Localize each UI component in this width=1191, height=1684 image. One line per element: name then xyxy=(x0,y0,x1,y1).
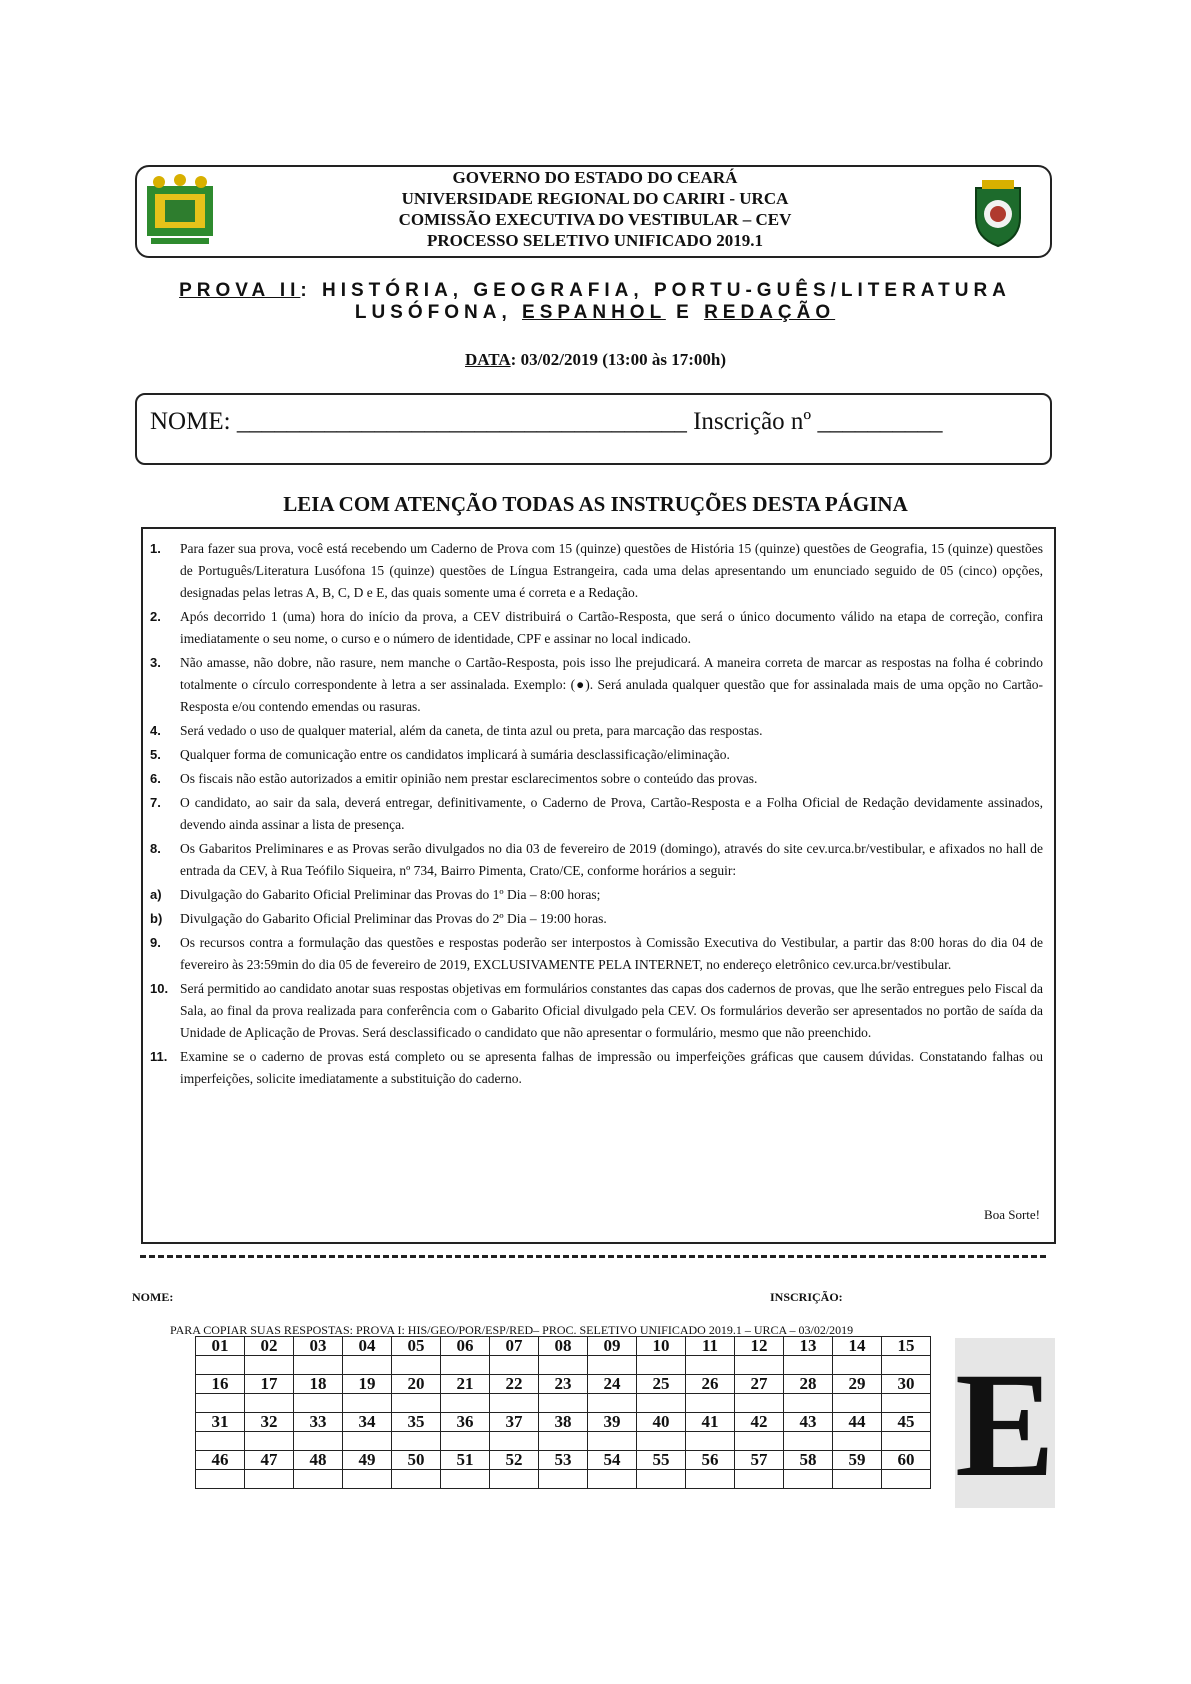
question-number-cell: 10 xyxy=(637,1337,686,1356)
item-number: 10. xyxy=(150,981,169,996)
question-number-cell: 59 xyxy=(833,1451,882,1470)
answer-cell[interactable] xyxy=(343,1432,392,1451)
item-number: 11. xyxy=(150,1049,168,1064)
list-item xyxy=(150,932,1043,976)
header-line: GOVERNO DO ESTADO DO CEARÁ xyxy=(452,168,738,187)
subjects-text: : HISTÓRIA, GEOGRAFIA, PORTU-GUÊS/LITERATURA LUSÓFONA, xyxy=(300,280,1011,323)
question-number-cell: 53 xyxy=(539,1451,588,1470)
date-label: DATA xyxy=(465,350,511,369)
question-number-cell: 31 xyxy=(196,1413,245,1432)
exam-title xyxy=(140,280,1050,324)
espanhol-text: ESPANHOL xyxy=(522,302,666,323)
answer-cell[interactable] xyxy=(539,1470,588,1489)
item-number: 2. xyxy=(150,609,161,624)
question-number-cell: 24 xyxy=(588,1375,637,1394)
answer-cell[interactable] xyxy=(686,1356,735,1375)
inscricao-label: Inscrição nº xyxy=(686,408,818,435)
question-number-cell: 06 xyxy=(441,1337,490,1356)
item-number: 9. xyxy=(150,935,161,950)
name-field[interactable]: ____________________________________ xyxy=(236,408,687,435)
question-number-cell: 41 xyxy=(686,1413,735,1432)
and-text: E xyxy=(665,302,705,323)
answer-cell[interactable] xyxy=(882,1470,931,1489)
prova-label: PROVA II xyxy=(179,280,301,301)
grid-answer-row xyxy=(196,1394,931,1413)
item-text: Será permitido ao candidato anotar suas respostas objetivas em formulários constantes das capas dos cadernos de provas, que lhe serão entregues pelo Fiscal da Sala, ao final da prova realizada para conferência com o Gabarito Oficial divulgado pela CEV. Os formulários deverão ser apresentados no portão de saída da Unidade de Aplicação de Provas. Será desclassificado o candidato que não apresentar o formulário, mesmo que não preenchido. xyxy=(180,981,1043,1040)
answer-cell[interactable] xyxy=(735,1356,784,1375)
list-item xyxy=(150,538,1043,604)
answer-cell[interactable] xyxy=(539,1432,588,1451)
answer-cell[interactable] xyxy=(392,1356,441,1375)
question-number-cell: 55 xyxy=(637,1451,686,1470)
item-text: Divulgação do Gabarito Oficial Preliminar das Provas do 2º Dia – 19:00 horas. xyxy=(180,911,607,926)
question-number-cell: 45 xyxy=(882,1413,931,1432)
answer-cell[interactable] xyxy=(245,1432,294,1451)
exam-date xyxy=(0,350,1191,370)
question-number-cell: 01 xyxy=(196,1337,245,1356)
question-number-cell: 07 xyxy=(490,1337,539,1356)
question-number-cell: 49 xyxy=(343,1451,392,1470)
question-number-cell: 57 xyxy=(735,1451,784,1470)
answer-cell[interactable] xyxy=(343,1356,392,1375)
item-number: 3. xyxy=(150,655,161,670)
item-text: O candidato, ao sair da sala, deverá entregar, definitivamente, o Caderno de Prova, Cartão-Resposta e a Folha Oficial de Redação devidamente assinados, devendo ainda assinar a lista de presença. xyxy=(180,795,1043,832)
list-item xyxy=(150,884,1043,906)
answer-cell[interactable] xyxy=(686,1394,735,1413)
grid-number-row xyxy=(196,1413,931,1432)
question-number-cell: 42 xyxy=(735,1413,784,1432)
answer-cell[interactable] xyxy=(196,1394,245,1413)
question-number-cell: 03 xyxy=(294,1337,343,1356)
question-number-cell: 05 xyxy=(392,1337,441,1356)
answer-cell[interactable] xyxy=(784,1432,833,1451)
question-number-cell: 32 xyxy=(245,1413,294,1432)
answer-cell[interactable] xyxy=(245,1470,294,1489)
answer-cell[interactable] xyxy=(784,1356,833,1375)
question-number-cell: 18 xyxy=(294,1375,343,1394)
answer-cell[interactable] xyxy=(490,1432,539,1451)
question-number-cell: 51 xyxy=(441,1451,490,1470)
answer-cell[interactable] xyxy=(588,1470,637,1489)
question-number-cell: 58 xyxy=(784,1451,833,1470)
inscricao-field[interactable]: __________ xyxy=(817,408,943,435)
answer-cell[interactable] xyxy=(294,1356,343,1375)
question-number-cell: 19 xyxy=(343,1375,392,1394)
header-line: COMISSÃO EXECUTIVA DO VESTIBULAR – CEV xyxy=(398,210,792,229)
item-text: Para fazer sua prova, você está recebendo um Caderno de Prova com 15 (quinze) questões de História 15 (quinze) questões de Geografia, 15 (quinze) questões de Português/Literatura Lusófona 15 (quinze) questões de Língua Estrangeira, cada uma delas apresentando um enunciado seguido de 05 (cinco) opções, designadas pelas letras A, B, C, D e E, das quais somente uma é correta e a Redação. xyxy=(180,541,1043,600)
answer-cell[interactable] xyxy=(196,1356,245,1375)
question-number-cell: 21 xyxy=(441,1375,490,1394)
answer-cell[interactable] xyxy=(441,1470,490,1489)
answer-cell[interactable] xyxy=(833,1470,882,1489)
list-item xyxy=(150,792,1043,836)
list-item xyxy=(150,744,1043,766)
list-item xyxy=(150,652,1043,718)
list-item xyxy=(150,606,1043,650)
item-number: 7. xyxy=(150,795,161,810)
ceara-coat-of-arms-icon xyxy=(968,178,1028,248)
question-number-cell: 16 xyxy=(196,1375,245,1394)
question-number-cell: 44 xyxy=(833,1413,882,1432)
question-number-cell: 37 xyxy=(490,1413,539,1432)
question-number-cell: 12 xyxy=(735,1337,784,1356)
grid-number-row xyxy=(196,1451,931,1470)
version-letter: E xyxy=(955,1342,1056,1508)
item-number: a) xyxy=(150,887,162,902)
grid-number-row xyxy=(196,1375,931,1394)
answer-cell[interactable] xyxy=(196,1432,245,1451)
answer-cell[interactable] xyxy=(490,1356,539,1375)
question-number-cell: 28 xyxy=(784,1375,833,1394)
answer-cell[interactable] xyxy=(441,1394,490,1413)
good-luck-text: Boa Sorte! xyxy=(984,1207,1040,1222)
copy-answers-title: PARA COPIAR SUAS RESPOSTAS: PROVA I: HIS/GEO/POR/ESP/RED– PROC. SELETIVO UNIFICADO 2019.1 – URCA – 03/02/2019 xyxy=(170,1323,854,1337)
question-number-cell: 14 xyxy=(833,1337,882,1356)
question-number-cell: 25 xyxy=(637,1375,686,1394)
question-number-cell: 33 xyxy=(294,1413,343,1432)
question-number-cell: 27 xyxy=(735,1375,784,1394)
question-number-cell: 56 xyxy=(686,1451,735,1470)
answer-cell[interactable] xyxy=(245,1356,294,1375)
answer-cell[interactable] xyxy=(882,1432,931,1451)
question-number-cell: 23 xyxy=(539,1375,588,1394)
answer-cell[interactable] xyxy=(882,1394,931,1413)
answer-cell[interactable] xyxy=(735,1432,784,1451)
answer-cell[interactable] xyxy=(637,1394,686,1413)
answer-cell[interactable] xyxy=(637,1356,686,1375)
question-number-cell: 02 xyxy=(245,1337,294,1356)
answer-cell[interactable] xyxy=(294,1394,343,1413)
item-text: Divulgação do Gabarito Oficial Preliminar das Provas do 1º Dia – 8:00 horas; xyxy=(180,887,601,902)
question-number-cell: 20 xyxy=(392,1375,441,1394)
question-number-cell: 35 xyxy=(392,1413,441,1432)
question-number-cell: 11 xyxy=(686,1337,735,1356)
list-item xyxy=(150,908,1043,930)
question-number-cell: 09 xyxy=(588,1337,637,1356)
item-number: 8. xyxy=(150,841,161,856)
question-number-cell: 08 xyxy=(539,1337,588,1356)
name-label: NOME: xyxy=(150,408,237,435)
answer-cell[interactable] xyxy=(245,1394,294,1413)
answer-cell[interactable] xyxy=(637,1432,686,1451)
answer-cell[interactable] xyxy=(343,1394,392,1413)
answer-cell[interactable] xyxy=(637,1470,686,1489)
bottom-inscricao-label: INSCRIÇÃO: xyxy=(770,1290,843,1304)
question-number-cell: 52 xyxy=(490,1451,539,1470)
answer-cell[interactable] xyxy=(294,1470,343,1489)
redacao-text: REDAÇÃO xyxy=(704,302,836,323)
question-number-cell: 39 xyxy=(588,1413,637,1432)
answer-cell[interactable] xyxy=(833,1432,882,1451)
instructions-list xyxy=(150,538,1043,1092)
header-titles xyxy=(300,167,890,251)
item-text: Os fiscais não estão autorizados a emitir opinião nem prestar esclarecimentos sobre o conteúdo das provas. xyxy=(180,771,758,786)
question-number-cell: 22 xyxy=(490,1375,539,1394)
answer-cell[interactable] xyxy=(343,1470,392,1489)
answer-cell[interactable] xyxy=(490,1470,539,1489)
answer-cell[interactable] xyxy=(588,1356,637,1375)
item-text: Será vedado o uso de qualquer material, além da caneta, de tinta azul ou preta, para marcação das respostas. xyxy=(180,723,763,738)
item-number: 4. xyxy=(150,723,161,738)
answer-cell[interactable] xyxy=(539,1394,588,1413)
question-number-cell: 17 xyxy=(245,1375,294,1394)
answer-cell[interactable] xyxy=(784,1394,833,1413)
question-number-cell: 30 xyxy=(882,1375,931,1394)
answer-cell[interactable] xyxy=(392,1432,441,1451)
answer-cell[interactable] xyxy=(539,1356,588,1375)
item-number: 1. xyxy=(150,541,161,556)
question-number-cell: 29 xyxy=(833,1375,882,1394)
answer-cell[interactable] xyxy=(833,1394,882,1413)
answer-cell[interactable] xyxy=(588,1432,637,1451)
instructions-heading: LEIA COM ATENÇÃO TODAS AS INSTRUÇÕES DESTA PÁGINA xyxy=(283,492,908,516)
question-number-cell: 47 xyxy=(245,1451,294,1470)
header-line: PROCESSO SELETIVO UNIFICADO 2019.1 xyxy=(427,231,763,250)
question-number-cell: 36 xyxy=(441,1413,490,1432)
grid-number-row xyxy=(196,1337,931,1356)
item-number: b) xyxy=(150,911,163,926)
answer-cell[interactable] xyxy=(686,1470,735,1489)
question-number-cell: 26 xyxy=(686,1375,735,1394)
cut-line xyxy=(140,1255,1046,1258)
item-text: Qualquer forma de comunicação entre os candidatos implicará à sumária desclassificação/eliminação. xyxy=(180,747,730,762)
bottom-name-label: NOME: xyxy=(132,1290,174,1304)
item-text: Examine se o caderno de provas está completo ou se apresenta falhas de impressão ou imperfeições gráficas que causem dúvidas. Constatando falhas ou imperfeições, solicite imediatamente a substituição do caderno. xyxy=(180,1049,1043,1086)
grid-answer-row xyxy=(196,1432,931,1451)
answer-cell[interactable] xyxy=(686,1432,735,1451)
item-number: 5. xyxy=(150,747,161,762)
list-item xyxy=(150,978,1043,1044)
question-number-cell: 43 xyxy=(784,1413,833,1432)
item-text: Após decorrido 1 (uma) hora do início da prova, a CEV distribuirá o Cartão-Resposta, que será o único documento válido na etapa de correção, confira imediatamente o seu nome, o curso e o número de identidade, CPF e assinar no local indicado. xyxy=(180,609,1043,646)
header-line: UNIVERSIDADE REGIONAL DO CARIRI - URCA xyxy=(401,189,789,208)
answer-cell[interactable] xyxy=(294,1432,343,1451)
answer-cell[interactable] xyxy=(735,1394,784,1413)
question-number-cell: 38 xyxy=(539,1413,588,1432)
answer-cell[interactable] xyxy=(441,1356,490,1375)
answer-cell[interactable] xyxy=(735,1470,784,1489)
question-number-cell: 46 xyxy=(196,1451,245,1470)
question-number-cell: 54 xyxy=(588,1451,637,1470)
answer-cell[interactable] xyxy=(196,1470,245,1489)
question-number-cell: 40 xyxy=(637,1413,686,1432)
answer-cell[interactable] xyxy=(784,1470,833,1489)
question-number-cell: 34 xyxy=(343,1413,392,1432)
list-item xyxy=(150,720,1043,742)
answer-cell[interactable] xyxy=(588,1394,637,1413)
answer-grid xyxy=(195,1336,931,1489)
list-item xyxy=(150,768,1043,790)
answer-cell[interactable] xyxy=(882,1356,931,1375)
answer-cell[interactable] xyxy=(833,1356,882,1375)
grid-answer-row xyxy=(196,1470,931,1489)
question-number-cell: 60 xyxy=(882,1451,931,1470)
list-item xyxy=(150,838,1043,882)
list-item xyxy=(150,1046,1043,1090)
item-text: Não amasse, não dobre, não rasure, nem manche o Cartão-Resposta, pois isso lhe prejudicará. A maneira correta de marcar as respostas na folha é cobrindo totalmente o círculo correspondente à letra a ser assinalada. Exemplo: (●). Será anulada qualquer questão que for assinalada mais de uma opção no Cartão-Resposta e/ou contendo emendas ou rasuras. xyxy=(180,655,1043,714)
answer-cell[interactable] xyxy=(441,1432,490,1451)
question-number-cell: 15 xyxy=(882,1337,931,1356)
urca-logo-icon xyxy=(145,172,215,250)
question-number-cell: 13 xyxy=(784,1337,833,1356)
item-text: Os recursos contra a formulação das questões e respostas poderão ser interpostos à Comissão Executiva do Vestibular, a partir das 8:00 horas do dia 04 de fevereiro às 23:59min do dia 05 de fevereiro de 2019, EXCLUSIVAMENTE PELA INTERNET, no endereço eletrônico cev.urca.br/vestibular. xyxy=(180,935,1043,972)
question-number-cell: 04 xyxy=(343,1337,392,1356)
answer-cell[interactable] xyxy=(392,1394,441,1413)
grid-answer-row xyxy=(196,1356,931,1375)
question-number-cell: 48 xyxy=(294,1451,343,1470)
date-value: : 03/02/2019 (13:00 às 17:00h) xyxy=(510,350,726,369)
item-number: 6. xyxy=(150,771,161,786)
answer-cell[interactable] xyxy=(392,1470,441,1489)
name-row xyxy=(150,408,1030,436)
answer-cell[interactable] xyxy=(490,1394,539,1413)
item-text: Os Gabaritos Preliminares e as Provas serão divulgados no dia 03 de fevereiro de 2019 (domingo), através do site cev.urca.br/vestibular, e afixados no hall de entrada da CEV, à Rua Teófilo Siqueira, nº 734, Bairro Pimenta, Crato/CE, conforme horários a seguir: xyxy=(180,841,1043,878)
question-number-cell: 50 xyxy=(392,1451,441,1470)
